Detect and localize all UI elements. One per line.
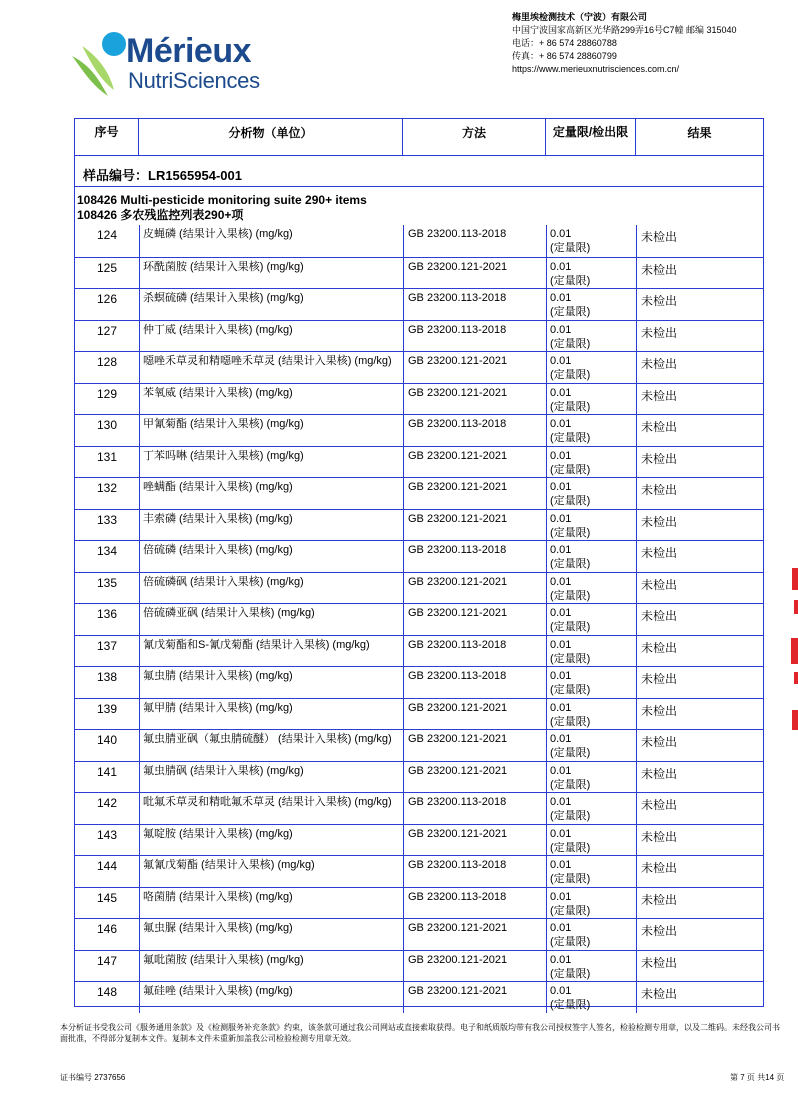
limit-value: 0.01: [550, 481, 572, 493]
table-row: [75, 288, 763, 320]
limit-note: (定量限): [550, 810, 591, 822]
limit-note: (定量限): [550, 369, 591, 381]
seal-stamp-fragment: [786, 560, 798, 735]
table-row: [75, 603, 763, 635]
cell-method: GB 23200.121-2021: [403, 352, 546, 383]
cell-limit: [546, 636, 636, 667]
table-row: [75, 572, 763, 604]
limit-value: 0.01: [550, 827, 572, 840]
cell-limit: [546, 667, 636, 698]
limit-note: (定量限): [550, 495, 591, 507]
cell-number: 135: [96, 575, 118, 590]
cell-analyte: 氟虫脲 (结果计入果核) (mg/kg): [139, 919, 403, 950]
cell-result: 未检出: [636, 321, 763, 352]
table-row: [75, 729, 763, 761]
table-row: [75, 383, 763, 415]
cell-limit: [546, 541, 636, 572]
limit-note: (定量限): [550, 242, 591, 254]
cell-result: 未检出: [636, 825, 763, 856]
cell-analyte: 环酰菌胺 (结果计入果核) (mg/kg): [139, 258, 403, 289]
cell-number: 125: [96, 260, 118, 275]
cell-result: 未检出: [636, 384, 763, 415]
table-row: [75, 887, 763, 919]
limit-note: (定量限): [550, 936, 591, 948]
limit-value: 0.01: [550, 386, 572, 399]
cell-result: 未检出: [636, 258, 763, 289]
header-no: 序号: [75, 119, 139, 156]
limit-note: (定量限): [550, 841, 591, 854]
cell-number: 140: [96, 733, 118, 747]
table-row: [75, 225, 763, 257]
header-result: 结果: [687, 126, 712, 140]
cell-result: 未检出: [636, 225, 763, 257]
cell-result: 未检出: [636, 919, 763, 950]
limit-note: (定量限): [550, 274, 591, 287]
cell-number: 124: [96, 228, 118, 242]
cell-number: 144: [96, 859, 118, 873]
limit-value: 0.01: [550, 890, 572, 903]
cell-method: GB 23200.113-2018: [403, 225, 546, 257]
cell-result: 未检出: [636, 510, 763, 541]
cell-number: 127: [96, 323, 118, 338]
cell-method: GB 23200.121-2021: [403, 478, 546, 509]
sample-number: 样品编号：LR1565954-001: [83, 168, 242, 183]
limit-value: 0.01: [550, 544, 572, 556]
cell-limit: [546, 888, 636, 919]
limit-note: (定量限): [550, 652, 591, 665]
table-row: [75, 855, 763, 887]
table-row: [75, 635, 763, 667]
cell-number: 136: [96, 607, 118, 621]
limit-note: (定量限): [550, 999, 591, 1011]
cell-method: GB 23200.113-2018: [403, 541, 546, 572]
cell-analyte: 吡氟禾草灵和精吡氟禾草灵 (结果计入果核) (mg/kg): [139, 793, 403, 824]
cell-limit: [546, 793, 636, 824]
limit-note: (定量限): [550, 337, 591, 350]
cell-method: GB 23200.121-2021: [403, 384, 546, 415]
cell-limit: [546, 951, 636, 982]
page-number: 第 7 页 共14 页: [730, 1073, 785, 1082]
cell-limit: [546, 825, 636, 856]
cell-analyte: 倍硫磷 (结果计入果核) (mg/kg): [139, 541, 403, 572]
limit-note: (定量限): [550, 400, 591, 413]
cell-result: 未检出: [636, 541, 763, 572]
cell-method: GB 23200.121-2021: [403, 919, 546, 950]
table-row: [75, 477, 763, 509]
table-row: [75, 509, 763, 541]
cell-number: 139: [96, 701, 118, 716]
limit-value: 0.01: [550, 260, 572, 273]
footer-disclaimer: 本分析证书受我公司《服务通用条款》及《检测服务补充条款》约束，该条款可通过我公司网站或直接索取获得。电子和纸质版均带有我公司授权签字人签名，检验检测专用章，以及二维码。未经我公司书面批准，不得部分复制本文件。复制本文件未重新加盖我公司检验检测专用章无效。: [60, 1023, 780, 1043]
cell-analyte: 氟吡菌胺 (结果计入果核) (mg/kg): [139, 951, 403, 982]
cell-number: 129: [96, 386, 118, 401]
limit-note: (定量限): [550, 432, 591, 444]
cell-analyte: 咯菌腈 (结果计入果核) (mg/kg): [139, 888, 403, 919]
table-row: [75, 320, 763, 352]
company-info: [512, 11, 737, 76]
cell-method: GB 23200.113-2018: [403, 321, 546, 352]
table-row: [75, 666, 763, 698]
cell-method: GB 23200.113-2018: [403, 289, 546, 320]
cell-number: 146: [96, 922, 118, 936]
cell-number: 128: [96, 355, 118, 369]
table-row: [75, 414, 763, 446]
cell-limit: [546, 289, 636, 320]
cell-number: 147: [96, 953, 118, 968]
cell-number: 126: [96, 292, 118, 306]
limit-value: 0.01: [550, 985, 572, 997]
limit-value: 0.01: [550, 575, 572, 588]
company-phone: 电话：+ 86 574 28860788: [512, 38, 617, 48]
cell-number: 138: [96, 670, 118, 684]
cell-limit: [546, 573, 636, 604]
cell-limit: [546, 352, 636, 383]
table-row: [75, 351, 763, 383]
cell-number: 131: [96, 449, 118, 464]
cell-number: 141: [96, 764, 118, 779]
limit-value: 0.01: [550, 796, 572, 808]
table-row: [75, 981, 763, 1013]
cell-method: GB 23200.121-2021: [403, 951, 546, 982]
limit-note: (定量限): [550, 778, 591, 791]
cell-method: GB 23200.113-2018: [403, 636, 546, 667]
table-row: [75, 824, 763, 856]
limit-note: (定量限): [550, 967, 591, 980]
suite-title-en: 108426 Multi-pesticide monitoring suite 290+ items: [77, 193, 367, 207]
limit-note: (定量限): [550, 589, 591, 602]
limit-value: 0.01: [550, 638, 572, 651]
cell-analyte: 仲丁威 (结果计入果核) (mg/kg): [139, 321, 403, 352]
suite-title-cn: 108426 多农残监控列表290+项: [77, 208, 244, 222]
limit-value: 0.01: [550, 764, 572, 777]
cell-limit: [546, 321, 636, 352]
cell-number: 132: [96, 481, 118, 495]
cell-result: 未检出: [636, 793, 763, 824]
cell-limit: [546, 919, 636, 950]
cell-method: GB 23200.121-2021: [403, 573, 546, 604]
limit-note: (定量限): [550, 526, 591, 539]
cell-method: GB 23200.113-2018: [403, 793, 546, 824]
cell-result: 未检出: [636, 636, 763, 667]
cell-analyte: 噁唑禾草灵和精噁唑禾草灵 (结果计入果核) (mg/kg): [139, 352, 403, 383]
cell-result: 未检出: [636, 699, 763, 730]
cell-limit: [546, 478, 636, 509]
cell-limit: [546, 510, 636, 541]
cell-result: 未检出: [636, 352, 763, 383]
cell-analyte: 丁苯吗啉 (结果计入果核) (mg/kg): [139, 447, 403, 478]
cell-analyte: 氟虫腈砜 (结果计入果核) (mg/kg): [139, 762, 403, 793]
cell-number: 148: [96, 985, 118, 999]
cell-analyte: 氰戊菊酯和S-氰戊菊酯 (结果计入果核) (mg/kg): [139, 636, 403, 667]
cell-result: 未检出: [636, 856, 763, 887]
certificate-number: 证书编号 2737656: [60, 1073, 126, 1082]
cell-method: GB 23200.113-2018: [403, 667, 546, 698]
company-fax: 传真：+ 86 574 28860799: [512, 51, 617, 61]
cell-result: 未检出: [636, 289, 763, 320]
cell-limit: [546, 730, 636, 761]
cell-result: 未检出: [636, 447, 763, 478]
suite-title: [77, 193, 367, 223]
cell-analyte: 氟氰戊菊酯 (结果计入果核) (mg/kg): [139, 856, 403, 887]
cell-number: 137: [96, 638, 118, 653]
limit-value: 0.01: [550, 701, 572, 714]
limit-value: 0.01: [550, 228, 572, 240]
cell-method: GB 23200.121-2021: [403, 604, 546, 635]
cell-analyte: 氟硅唑 (结果计入果核) (mg/kg): [139, 982, 403, 1013]
cell-method: GB 23200.121-2021: [403, 825, 546, 856]
limit-value: 0.01: [550, 323, 572, 336]
table-row: [75, 792, 763, 824]
cell-number: 145: [96, 890, 118, 905]
cell-analyte: 氟虫腈 (结果计入果核) (mg/kg): [139, 667, 403, 698]
logo-text-nutrisciences: NutriSciences: [128, 68, 260, 93]
limit-value: 0.01: [550, 512, 572, 525]
limit-value: 0.01: [550, 449, 572, 462]
cell-result: 未检出: [636, 415, 763, 446]
cell-limit: [546, 258, 636, 289]
cell-analyte: 氟啶胺 (结果计入果核) (mg/kg): [139, 825, 403, 856]
logo-leaf-icon: [70, 26, 128, 98]
cell-result: 未检出: [636, 888, 763, 919]
cell-result: 未检出: [636, 573, 763, 604]
limit-value: 0.01: [550, 733, 572, 745]
company-website[interactable]: https://www.merieuxnutrisciences.com.cn/: [512, 64, 680, 74]
cell-limit: [546, 225, 636, 257]
cell-analyte: 甲氰菊酯 (结果计入果核) (mg/kg): [139, 415, 403, 446]
table-row: [75, 698, 763, 730]
header-method: 方法: [403, 119, 546, 156]
company-address: 中国宁波国家高新区光华路299弄16号C7幢 邮编 315040: [512, 25, 737, 35]
cell-method: GB 23200.113-2018: [403, 888, 546, 919]
limit-note: (定量限): [550, 904, 591, 917]
cell-method: GB 23200.121-2021: [403, 762, 546, 793]
cell-limit: [546, 384, 636, 415]
cell-method: GB 23200.121-2021: [403, 447, 546, 478]
cell-number: 143: [96, 827, 118, 842]
cell-limit: [546, 604, 636, 635]
cell-method: GB 23200.113-2018: [403, 856, 546, 887]
cell-number: 130: [96, 418, 118, 432]
results-table: [74, 118, 764, 1011]
limit-value: 0.01: [550, 607, 572, 619]
limit-value: 0.01: [550, 418, 572, 430]
cell-analyte: 倍硫磷亚砜 (结果计入果核) (mg/kg): [139, 604, 403, 635]
cell-result: 未检出: [636, 982, 763, 1013]
cell-number: 142: [96, 796, 118, 810]
cell-limit: [546, 699, 636, 730]
cell-limit: [546, 415, 636, 446]
cell-method: GB 23200.121-2021: [403, 510, 546, 541]
cell-analyte: 倍硫磷砜 (结果计入果核) (mg/kg): [139, 573, 403, 604]
table-row: [75, 446, 763, 478]
limit-value: 0.01: [550, 292, 572, 304]
limit-value: 0.01: [550, 670, 572, 682]
cell-method: GB 23200.121-2021: [403, 258, 546, 289]
limit-note: (定量限): [550, 621, 591, 633]
limit-note: (定量限): [550, 747, 591, 759]
limit-note: (定量限): [550, 715, 591, 728]
table-row: [75, 918, 763, 950]
limit-note: (定量限): [550, 873, 591, 885]
cell-result: 未检出: [636, 478, 763, 509]
table-row: [75, 257, 763, 289]
cell-limit: [546, 447, 636, 478]
header-limit: 定量限/检出限: [546, 119, 636, 156]
cell-method: GB 23200.121-2021: [403, 699, 546, 730]
limit-value: 0.01: [550, 953, 572, 966]
cell-method: GB 23200.113-2018: [403, 415, 546, 446]
header-divider: [75, 155, 763, 156]
table-body: [75, 225, 763, 1013]
cell-result: 未检出: [636, 951, 763, 982]
limit-note: (定量限): [550, 684, 591, 696]
limit-value: 0.01: [550, 922, 572, 934]
cell-result: 未检出: [636, 604, 763, 635]
cell-number: 133: [96, 512, 118, 527]
cell-limit: [546, 762, 636, 793]
cell-limit: [546, 982, 636, 1013]
table-row: [75, 540, 763, 572]
table-row: [75, 950, 763, 982]
limit-note: (定量限): [550, 306, 591, 318]
logo-text-merieux: Mérieux: [126, 32, 251, 70]
cell-analyte: 氟甲腈 (结果计入果核) (mg/kg): [139, 699, 403, 730]
cell-limit: [546, 856, 636, 887]
limit-note: (定量限): [550, 463, 591, 476]
table-row: [75, 761, 763, 793]
cell-result: 未检出: [636, 667, 763, 698]
cell-analyte: 丰索磷 (结果计入果核) (mg/kg): [139, 510, 403, 541]
company-logo: [70, 26, 280, 98]
cell-analyte: 苯氧威 (结果计入果核) (mg/kg): [139, 384, 403, 415]
limit-value: 0.01: [550, 859, 572, 871]
cell-result: 未检出: [636, 730, 763, 761]
cell-result: 未检出: [636, 762, 763, 793]
cell-analyte: 杀螟硫磷 (结果计入果核) (mg/kg): [139, 289, 403, 320]
cell-analyte: 皮蝇磷 (结果计入果核) (mg/kg): [139, 225, 403, 257]
sample-divider: [75, 186, 763, 187]
company-name: 梅里埃检测技术（宁波）有限公司: [512, 12, 648, 22]
cell-analyte: 氟虫腈亚砜（氟虫腈硫醚） (结果计入果核) (mg/kg): [139, 730, 403, 761]
cell-number: 134: [96, 544, 118, 558]
cell-method: GB 23200.121-2021: [403, 982, 546, 1013]
cell-analyte: 唑螨酯 (结果计入果核) (mg/kg): [139, 478, 403, 509]
cell-method: GB 23200.121-2021: [403, 730, 546, 761]
limit-note: (定量限): [550, 558, 591, 570]
limit-value: 0.01: [550, 355, 572, 367]
header-analyte: 分析物（单位）: [139, 119, 403, 156]
